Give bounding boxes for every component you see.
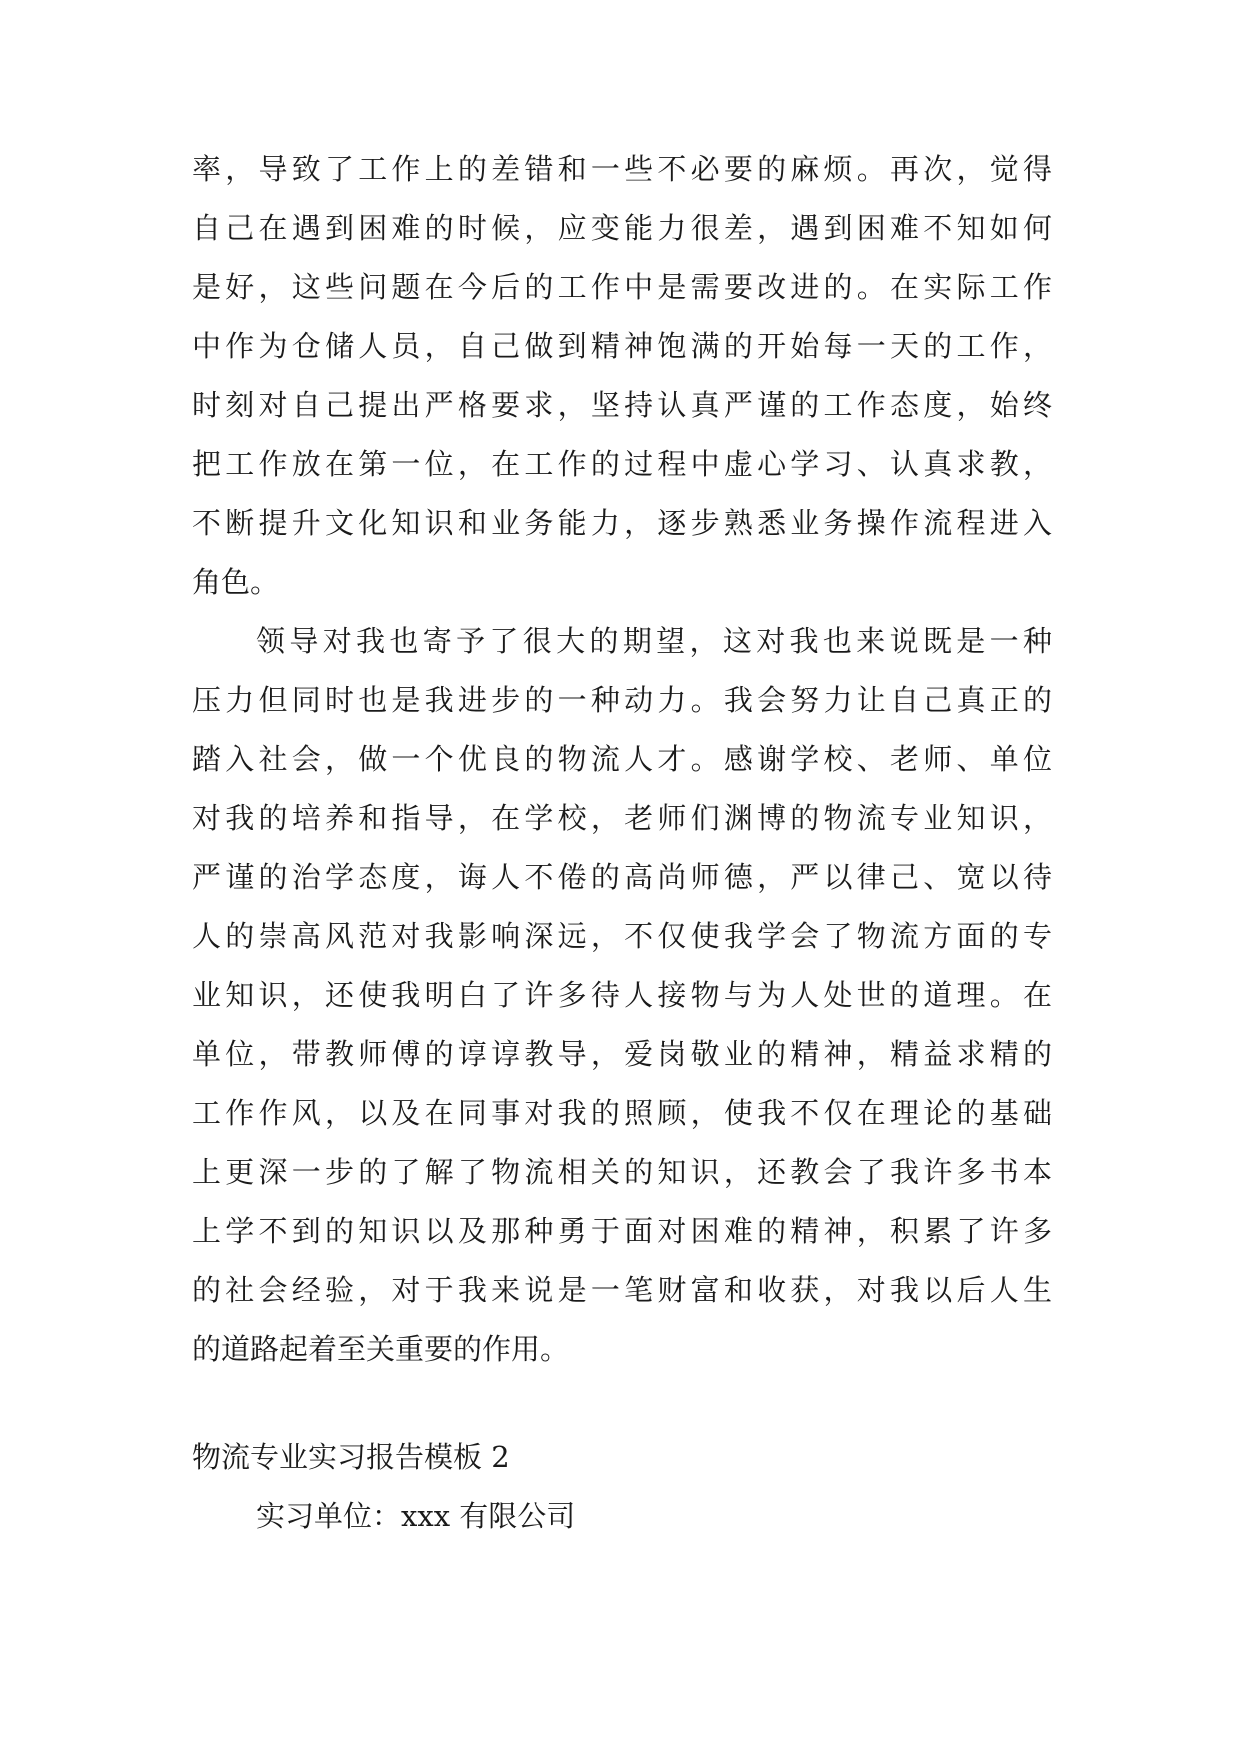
internship-unit: 实习单位：xxx 有限公司 xyxy=(256,1499,576,1533)
paragraph-1-line-3: 是好，这些问题在今后的工作中是需要改进的。在实际工作 xyxy=(192,270,1052,304)
paragraph-1-line-1: 率，导致了工作上的差错和一些不必要的麻烦。再次，觉得 xyxy=(192,152,1052,186)
paragraph-2-line-8: 单位，带教师傅的谆谆教导，爱岗敬业的精神，精益求精的 xyxy=(192,1037,1052,1071)
paragraph-2-line-6: 人的崇高风范对我影响深远，不仅使我学会了物流方面的专 xyxy=(192,919,1052,953)
paragraph-1-line-4: 中作为仓储人员，自己做到精神饱满的开始每一天的工作， xyxy=(192,329,1052,363)
paragraph-2-line-4: 对我的培养和指导，在学校，老师们渊博的物流专业知识， xyxy=(192,801,1052,835)
section-heading: 物流专业实习报告模板 2 xyxy=(192,1440,510,1474)
paragraph-1-line-6: 把工作放在第一位，在工作的过程中虚心学习、认真求教， xyxy=(192,447,1052,481)
paragraph-1-line-7: 不断提升文化知识和业务能力，逐步熟悉业务操作流程进入 xyxy=(192,506,1052,540)
paragraph-2-line-11: 上学不到的知识以及那种勇于面对困难的精神，积累了许多 xyxy=(192,1214,1052,1248)
paragraph-2-line-1: 领导对我也寄予了很大的期望，这对我也来说既是一种 xyxy=(256,624,1052,658)
paragraph-2-line-12: 的社会经验，对于我来说是一笔财富和收获，对我以后人生 xyxy=(192,1273,1052,1307)
paragraph-2-line-2: 压力但同时也是我进步的一种动力。我会努力让自己真正的 xyxy=(192,683,1052,717)
paragraph-2-line-13: 的道路起着至关重要的作用。 xyxy=(192,1332,570,1366)
paragraph-2-line-7: 业知识，还使我明白了许多待人接物与为人处世的道理。在 xyxy=(192,978,1052,1012)
paragraph-2-line-3: 踏入社会，做一个优良的物流人才。感谢学校、老师、单位 xyxy=(192,742,1052,776)
paragraph-1-line-5: 时刻对自己提出严格要求，坚持认真严谨的工作态度，始终 xyxy=(192,388,1052,422)
paragraph-1-line-8: 角色。 xyxy=(192,565,280,599)
paragraph-1-line-2: 自己在遇到困难的时候，应变能力很差，遇到困难不知如何 xyxy=(192,211,1052,245)
paragraph-2-line-9: 工作作风，以及在同事对我的照顾，使我不仅在理论的基础 xyxy=(192,1096,1052,1130)
paragraph-2-line-10: 上更深一步的了解了物流相关的知识，还教会了我许多书本 xyxy=(192,1155,1052,1189)
paragraph-2-line-5: 严谨的治学态度，诲人不倦的高尚师德，严以律己、宽以待 xyxy=(192,860,1052,894)
